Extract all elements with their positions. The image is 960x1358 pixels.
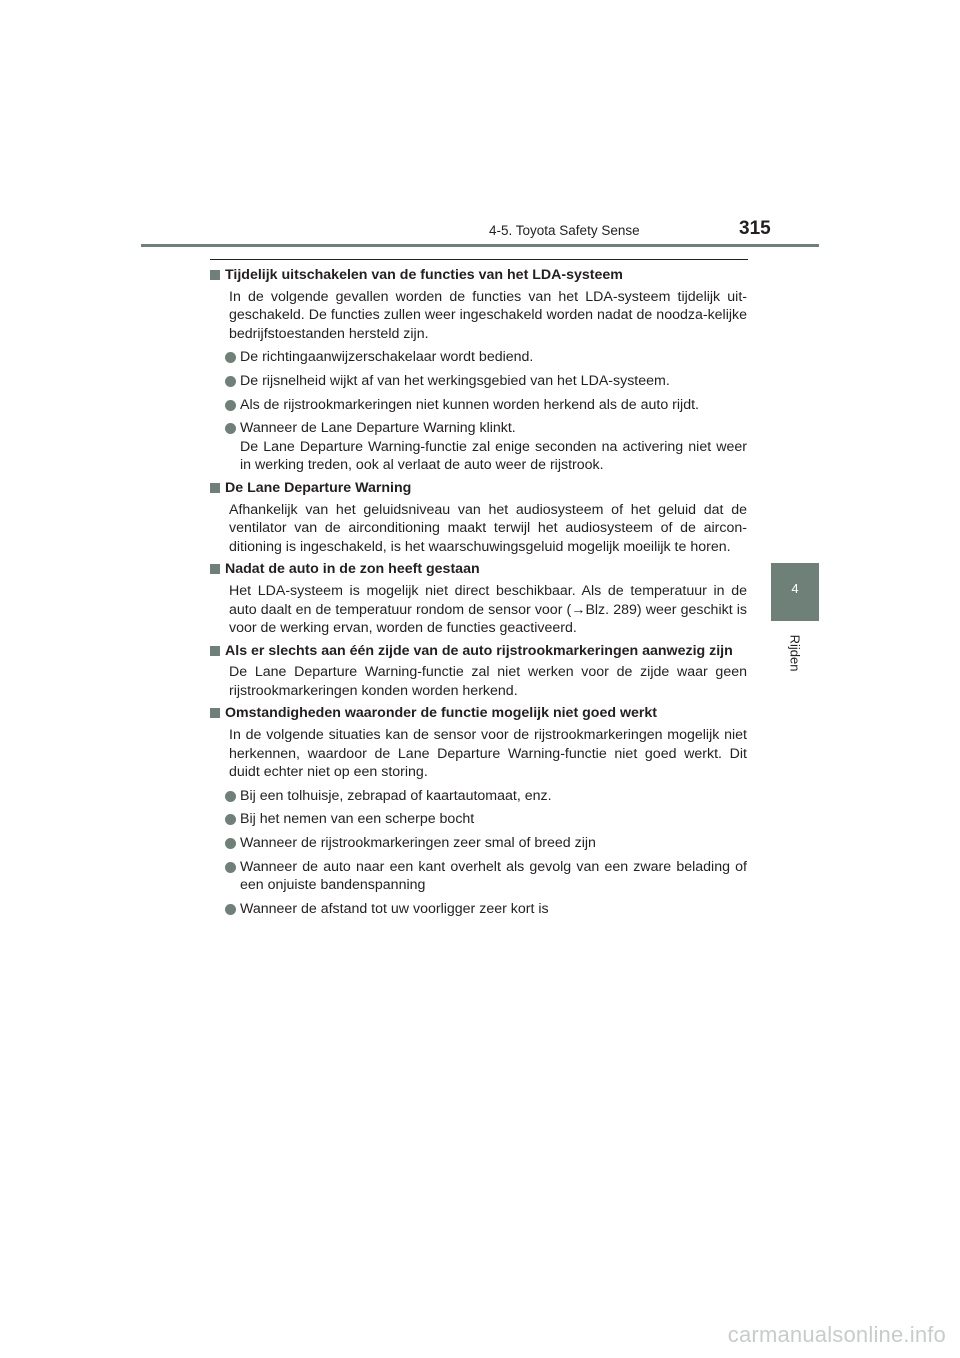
square-bullet-icon	[210, 270, 220, 280]
section-title-text: Omstandigheden waaronder de functie mogelijk niet goed werkt	[225, 705, 658, 722]
circle-bullet-icon	[225, 352, 236, 363]
list-item-text: Bij het nemen van een scherpe bocht	[240, 811, 475, 828]
section-lda-temporary-disable	[209, 266, 747, 475]
circle-bullet-icon	[225, 791, 236, 802]
section-title-text: Nadat de auto in de zon heeft gestaan	[225, 561, 480, 578]
list-item	[225, 372, 747, 391]
list-item	[225, 419, 747, 475]
section-lane-departure-warning	[209, 479, 747, 556]
section-one-side-markings	[209, 642, 747, 701]
circle-bullet-icon	[225, 376, 236, 387]
section-title-text: De Lane Departure Warning	[225, 479, 412, 496]
section-title	[209, 560, 747, 579]
list-item	[225, 396, 747, 415]
section-title	[209, 642, 747, 661]
list-item-text: Als de rijstrookmarkeringen niet kunnen worden herkend als de auto rijdt.	[240, 396, 699, 413]
square-bullet-icon	[210, 708, 220, 718]
circle-bullet-icon	[225, 862, 236, 873]
section-title	[209, 479, 747, 498]
list-item-text: Wanneer de auto naar een kant overhelt als gevolg van een zware belading of een onjuiste bandenspanning	[240, 858, 747, 894]
bullet-list	[209, 348, 747, 475]
circle-bullet-icon	[225, 423, 236, 434]
chapter-tab	[771, 563, 819, 621]
chapter-label-container	[784, 632, 806, 674]
watermark: carmanualsonline.info	[727, 1322, 946, 1347]
list-item-text: Wanneer de Lane Departure Warning klinkt.	[240, 420, 516, 437]
list-item	[225, 858, 747, 895]
bullet-list	[209, 787, 747, 919]
square-bullet-icon	[210, 483, 220, 493]
circle-bullet-icon	[225, 400, 236, 411]
page-number: 315	[739, 218, 771, 239]
section-body: Afhankelijk van het geluidsniveau van het audiosysteem of het geluid dat de ventilator van de airconditioning maakt terwijl het audiosysteem of de aircon-ditioning is ingeschakeld, is het waarschuwingsgeluid mogelijk moeilijk te horen.	[229, 501, 747, 555]
chapter-number: 4	[791, 581, 799, 596]
section-body: In de volgende gevallen worden de functies van het LDA-systeem tijdelijk uit-geschakeld. De functies zullen weer ingeschakeld worden nadat de noodza-kelijke bedrijfstoestanden hersteld zijn.	[229, 288, 747, 342]
section-body: In de volgende situaties kan de sensor voor de rijstrookmarkeringen mogelijk niet herkennen, waardoor de Lane Departure Warning-functie niet goed werkt. Dit duidt echter niet op een storing.	[229, 727, 747, 781]
list-item-note: De Lane Departure Warning-functie zal enige seconden na activering niet weer in werking treden, ook al verlaat de auto weer de rijstrook.	[240, 438, 747, 474]
circle-bullet-icon	[225, 814, 236, 825]
list-item	[225, 834, 747, 853]
running-header-section: 4-5. Toyota Safety Sense	[489, 223, 640, 238]
circle-bullet-icon	[225, 904, 236, 915]
section-body: De Lane Departure Warning-functie zal niet werken voor de zijde waar geen rijstrookmarkeringen konden worden herkend.	[229, 664, 747, 699]
chapter-label: Rijden	[787, 634, 803, 672]
header-divider	[141, 244, 819, 247]
section-title	[209, 266, 747, 285]
list-item-text: Wanneer de afstand tot uw voorligger zeer kort is	[240, 900, 549, 917]
list-item-text: De richtingaanwijzerschakelaar wordt bediend.	[240, 349, 534, 366]
section-malfunction-conditions	[209, 704, 747, 918]
circle-bullet-icon	[225, 838, 236, 849]
list-item-text: Wanneer de rijstrookmarkeringen zeer smal of breed zijn	[240, 835, 596, 852]
section-after-sun-exposure	[209, 560, 747, 637]
square-bullet-icon	[210, 646, 220, 656]
content-divider	[210, 259, 748, 260]
list-item	[225, 900, 747, 919]
section-title-text: Tijdelijk uitschakelen van de functies van het LDA-systeem	[225, 267, 623, 283]
square-bullet-icon	[210, 564, 220, 574]
section-title	[209, 704, 747, 723]
list-item	[225, 810, 747, 829]
list-item-text: Bij een tolhuisje, zebrapad of kaartautomaat, enz.	[240, 787, 552, 804]
list-item	[225, 787, 747, 806]
section-title-text: Als er slechts aan één zijde van de auto rijstrookmarkeringen aanwezig zijn	[225, 642, 733, 659]
page-content	[209, 266, 747, 922]
section-body: Het LDA-systeem is mogelijk niet direct beschikbaar. Als de temperatuur in de auto daalt en de temperatuur rondom de sensor voor (→Blz. 289) weer geschikt is voor de werking ervan, worden de functies geactiveerd.	[229, 582, 747, 637]
list-item-text: De rijsnelheid wijkt af van het werkingsgebied van het LDA-systeem.	[240, 372, 670, 389]
list-item	[225, 348, 747, 367]
